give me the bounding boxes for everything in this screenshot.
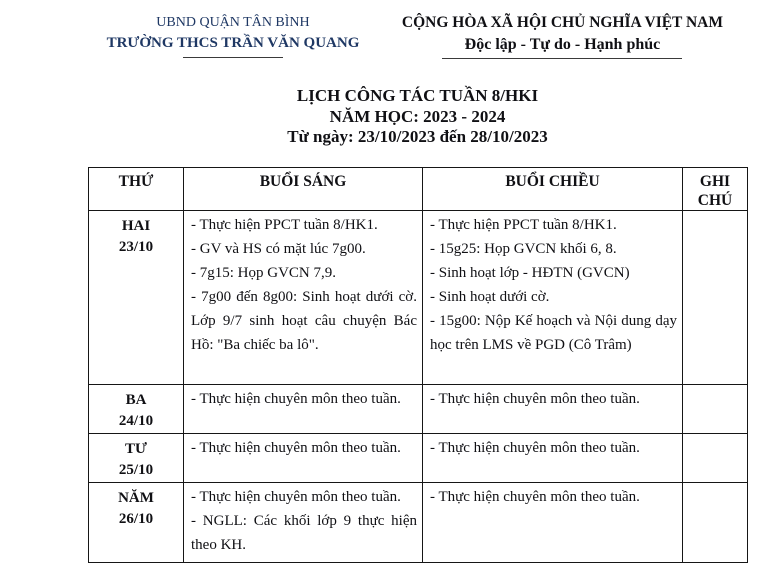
afternoon-cell bbox=[423, 210, 683, 384]
schedule-item: - Thực hiện PPCT tuần 8/HK1. bbox=[191, 216, 378, 233]
date-label: 25/10 bbox=[118, 462, 154, 478]
schedule-item: - Thực hiện chuyên môn theo tuần. bbox=[430, 439, 640, 456]
page-title: LỊCH CÔNG TÁC TUẦN 8/HKI bbox=[296, 86, 539, 105]
date-label: 24/10 bbox=[118, 413, 154, 429]
header-right-divider bbox=[442, 58, 682, 59]
issuing-org-block bbox=[88, 12, 378, 59]
column-header-day: THỨ bbox=[89, 167, 184, 210]
schedule-item: - NGLL: Các khối lớp 9 thực hiện theo KH. bbox=[191, 512, 417, 553]
day-label: NĂM bbox=[118, 489, 154, 506]
document-header bbox=[88, 12, 747, 59]
day-cell bbox=[89, 482, 184, 562]
schedule-item: - Thực hiện chuyên môn theo tuần. bbox=[191, 488, 401, 505]
morning-cell bbox=[184, 482, 423, 562]
note-cell bbox=[683, 433, 748, 482]
column-header-notes: GHI CHÚ bbox=[683, 167, 748, 210]
table-row bbox=[89, 482, 748, 562]
school-year-subtitle: NĂM HỌC: 2023 - 2024 bbox=[329, 106, 506, 126]
note-cell bbox=[683, 482, 748, 562]
table-row bbox=[89, 433, 748, 482]
morning-cell bbox=[184, 210, 423, 384]
schedule-item: - 7g15: Họp GVCN 7,9. bbox=[191, 264, 336, 281]
schedule-item: - Thực hiện chuyên môn theo tuần. bbox=[191, 390, 401, 407]
table-header-row bbox=[89, 167, 748, 210]
date-label: 26/10 bbox=[118, 511, 154, 527]
schedule-item: - Thực hiện PPCT tuần 8/HK1. bbox=[430, 216, 617, 233]
schedule-item: - Sinh hoạt lớp - HĐTN (GVCN) bbox=[430, 264, 630, 281]
schedule-item: - 15g25: Họp GVCN khối 6, 8. bbox=[430, 240, 617, 257]
day-cell bbox=[89, 384, 184, 433]
document-title-block bbox=[88, 86, 747, 148]
day-label: BA bbox=[125, 391, 147, 408]
schedule-item: - 15g00: Nộp Kế hoạch và Nội dung dạy học trên LMS về PGD (Cô Trâm) bbox=[430, 312, 677, 353]
header-left-divider bbox=[183, 57, 283, 58]
national-motto: Độc lập - Tự do - Hạnh phúc bbox=[464, 36, 661, 53]
org-parent-name: UBND QUẬN TÂN BÌNH bbox=[156, 15, 310, 30]
national-title: CỘNG HÒA XÃ HỘI CHỦ NGHĨA VIỆT NAM bbox=[401, 14, 724, 31]
day-label: HAI bbox=[121, 217, 151, 234]
schedule-item: - GV và HS có mặt lúc 7g00. bbox=[191, 240, 366, 257]
schedule-item: - Thực hiện chuyên môn theo tuần. bbox=[430, 390, 640, 407]
column-header-morning: BUỔI SÁNG bbox=[184, 167, 423, 210]
schedule-item: - Thực hiện chuyên môn theo tuần. bbox=[191, 439, 401, 456]
morning-cell bbox=[184, 433, 423, 482]
schedule-item: - Sinh hoạt dưới cờ. bbox=[430, 288, 550, 305]
schedule-item: - Thực hiện chuyên môn theo tuần. bbox=[430, 488, 640, 505]
afternoon-cell bbox=[423, 482, 683, 562]
schedule-table bbox=[88, 167, 748, 563]
table-row bbox=[89, 384, 748, 433]
date-label: 23/10 bbox=[118, 239, 154, 255]
note-cell bbox=[683, 384, 748, 433]
column-header-afternoon: BUỔI CHIỀU bbox=[423, 167, 683, 210]
afternoon-cell bbox=[423, 384, 683, 433]
day-cell bbox=[89, 433, 184, 482]
morning-cell bbox=[184, 384, 423, 433]
day-label: TƯ bbox=[125, 440, 147, 457]
national-motto-block bbox=[378, 12, 747, 59]
note-cell bbox=[683, 210, 748, 384]
schedule-item: - 7g00 đến 8g00: Sinh hoạt dưới cờ. Lớp 9/7 sinh hoạt câu chuyện Bác Hồ: "Ba chiếc ba lô". bbox=[191, 288, 417, 353]
afternoon-cell bbox=[423, 433, 683, 482]
day-cell bbox=[89, 210, 184, 384]
table-row bbox=[89, 210, 748, 384]
date-range-subtitle: Từ ngày: 23/10/2023 đến 28/10/2023 bbox=[287, 127, 548, 146]
school-name: TRƯỜNG THCS TRẦN VĂN QUANG bbox=[106, 35, 360, 51]
